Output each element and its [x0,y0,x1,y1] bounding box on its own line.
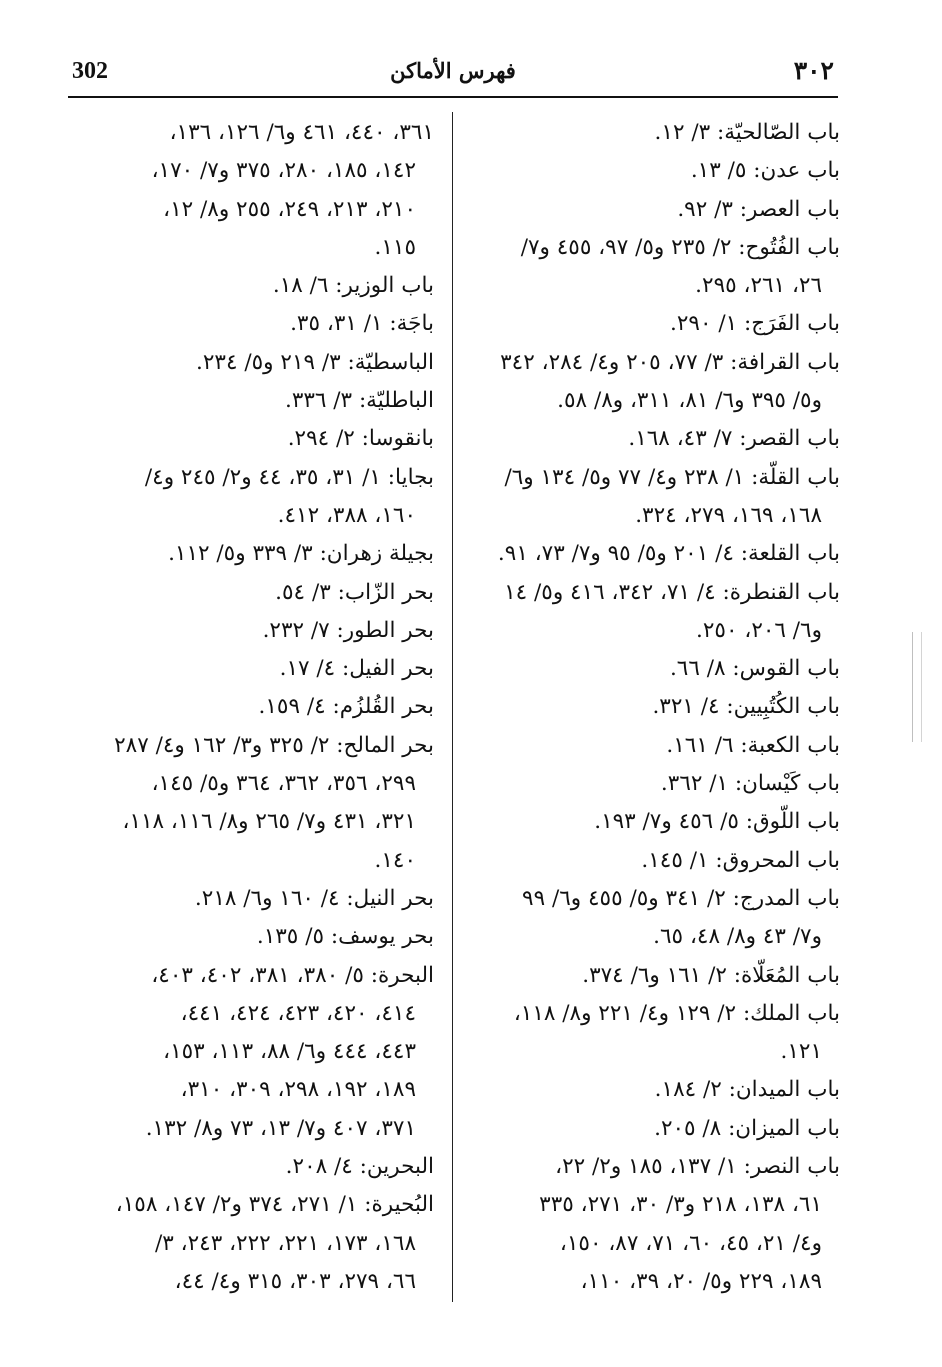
index-entry-line: باب المحروق: ١/ ١٤٥. [641,847,840,873]
index-entry-line: باب القرافة: ٣/ ٧٧، ٢٠٥ و٤/ ٢٨٤، ٣٤٢ [500,349,840,375]
index-entry-line: بحر الزّاب: ٣/ ٥٤. [275,579,434,605]
index-entry [474,114,840,152]
index-entry-line: باب الملك: ٢/ ١٢٩ و٤/ ٢٢١ و٨/ ١١٨، [513,1000,840,1026]
index-entry-line: ١٤٠. [374,847,416,873]
index-entry-line: باب الميدان: ٢/ ١٨٤. [654,1077,840,1103]
index-entry-line: باب القلعة: ٤/ ٢٠١ و٥/ ٩٥ و٧/ ٧٣، ٩١. [497,541,840,567]
index-entry [474,842,840,880]
index-entry-line: ٣٢١، ٤٣١ و٧/ ٢٦٥ و٨/ ١١٦، ١١٨، [122,809,416,835]
column-divider [452,112,453,1302]
index-entry-line: باب القلّة: ١/ ٢٣٨ و٤/ ٧٧ و٥/ ١٣٤ و٦/ [504,464,840,490]
index-entry-line: بانقوسا: ٢/ ٢٩٤. [287,426,434,452]
page-number-latin: 302 [72,58,108,84]
index-entry [72,305,434,343]
running-title: فهرس الأماكن [390,58,516,83]
index-entry-line: ١٤٢، ١٨٥، ٢٨٠، ٣٧٥ و٧/ ١٧٠، [151,158,416,184]
index-entry-line: باب القنطرة: ٤/ ٧١، ٣٤٢، ٤١٦ و٥/ ١٤ [504,579,840,605]
index-entry-line: باب الفُتُوح: ٢/ ٢٣٥ و٥/ ٩٧، ٤٥٥ و٧/ [520,234,840,260]
index-entry-line: بحر النيل: ٤/ ١٦٠ و٦/ ٢١٨. [194,885,434,911]
index-entry-line: ٣٧١، ٤٠٧ و٧/ ١٣، ٧٣ و٨/ ١٣٢. [145,1115,416,1141]
index-entry [72,382,434,420]
index-entry-line: باب الكُتُبِيين: ٤/ ٣٢١. [652,694,840,720]
index-entry [72,957,434,1148]
index-entry-line: باب الكعبة: ٦/ ١٦١. [666,732,840,758]
index-entry [474,995,840,1072]
index-entry-line: ١٨٩، ١٩٢، ٢٩٨، ٣٠٩، ٣١٠، [180,1077,416,1103]
index-entry [72,267,434,305]
index-entry [474,459,840,536]
index-entry-line: البحرين: ٤/ ٢٠٨. [285,1154,434,1180]
index-entry [474,880,840,957]
index-entry-line: البحرة: ٥/ ٣٨٠، ٣٨١، ٤٠٢، ٤٠٣، [151,962,434,988]
index-entry-line: ٦١، ١٣٨، ٢١٨ و٣/ ٣٠، ٢٧١، ٣٣٥ [539,1192,822,1218]
index-entry-line: ٣٦١، ٤٤٠، ٤٦١ و٦/ ١٢٦، ١٣٦، [169,120,434,145]
index-entry-line: باب كَيْسان: ١/ ٣٦٢. [660,771,840,797]
index-entry [474,650,840,688]
index-entry [72,535,434,573]
index-entry-line: بحر المالح: ٢/ ٣٢٥ و٣/ ١٦٢ و٤/ ٢٨٧ [114,732,434,758]
index-column-right [474,114,840,1301]
index-entry [72,574,434,612]
index-entry [72,650,434,688]
index-entry [72,688,434,726]
index-entry-line: بحر الطور: ٧/ ٢٣٢. [262,617,434,643]
index-entry-line: الباطليّة: ٣/ ٣٣٦. [284,388,434,414]
index-entry-line: ٢١٠، ٢١٣، ٢٤٩، ٢٥٥ و٨/ ١٢، [163,196,416,222]
index-entry-line: و٦/ ٢٠٦، ٢٥٠. [696,617,822,643]
index-entry-line: ١٦٨، ١٧٣، ٢٢١، ٢٢٢، ٢٤٣، ٣/ [155,1230,416,1256]
index-entry-line: ١٨٩، ٢٢٩ و٥/ ٢٠، ٣٩، ١١٠، [580,1268,822,1294]
index-entry [72,880,434,918]
index-entry [474,344,840,421]
index-entry-line: ١١٥. [374,234,416,260]
index-entry [474,765,840,803]
index-entry [474,305,840,343]
index-entry [72,459,434,536]
index-entry-line: بحر يوسف: ٥/ ١٣٥. [256,924,434,950]
index-entry [474,574,840,651]
index-entry-line: ١٦٨، ١٦٩، ٢٧٩، ٣٢٤. [635,502,822,528]
index-entry [72,612,434,650]
index-entry-line: باب الصّالحيّة: ٣/ ١٢. [654,120,840,145]
index-entry-line: باب القصر: ٧/ ٤٣، ١٦٨. [628,426,840,452]
index-entry [72,114,434,267]
index-entry-line: باب المُعَلّاة: ٢/ ١٦١ و٦/ ٣٧٤. [582,962,840,988]
index-entry-line: ٢٦، ٢٦١، ٢٩٥. [695,273,822,299]
index-entry [474,191,840,229]
index-entry-line: بحر الفيل: ٤/ ١٧. [279,656,434,682]
index-entry [474,229,840,306]
index-entry [72,344,434,382]
index-entry-line: باب الميزان: ٨/ ٢٠٥. [654,1115,840,1141]
index-entry [474,688,840,726]
index-entry-line: باب عدن: ٥/ ١٣. [690,158,840,184]
index-entry [474,957,840,995]
index-entry [72,420,434,458]
index-entry [474,1148,840,1301]
page-number-arabic: ٣٠٢ [793,56,834,85]
index-entry-line: باجَة: ١/ ٣١، ٣٥. [290,311,434,337]
index-entry [474,727,840,765]
index-entry-line: ٢٩٩، ٣٥٦، ٣٦٢، ٣٦٤ و٥/ ١٤٥، [151,771,416,797]
index-entry [474,1071,840,1109]
index-entry-line: الباسطيّة: ٣/ ٢١٩ و٥/ ٢٣٤. [196,349,434,375]
index-entry [474,420,840,458]
index-entry-line: باب الوزير: ٦/ ١٨. [272,273,434,299]
index-entry-line: بحر القُلزُم: ٤/ ١٥٩. [258,694,434,720]
index-column-left [72,114,434,1301]
index-entry [474,803,840,841]
page-header [68,52,838,98]
index-entry-line: ٤٤٣، ٤٤٤ و٦/ ٨٨، ١١٣، ١٥٣، [163,1039,416,1065]
scan-margin-mark [912,632,922,742]
index-entry-line: باب القوس: ٨/ ٦٦. [669,656,840,682]
index-entry-line: البُحيرة: ١/ ٢٧١، ٣٧٤ و٢/ ١٤٧، ١٥٨، [115,1192,434,1218]
index-entry-line: بجايا: ١/ ٣١، ٣٥، ٤٤ و٢/ ٢٤٥ و٤/ [144,464,434,490]
index-entry-line: باب الفَرَج: ١/ ٢٩٠. [670,311,840,337]
index-entry [72,727,434,880]
index-entry-line: و٤/ ٢١، ٤٥، ٦٠، ٧١، ٨٧، ١٥٠، [559,1230,822,1256]
index-entry-line: ٤١٤، ٤٢٠، ٤٢٣، ٤٢٤، ٤٤١، [180,1000,416,1026]
index-entry [72,1148,434,1186]
index-entry-line: باب المدرج: ٢/ ٣٤١ و٥/ ٤٥٥ و٦/ ٩٩ [522,885,840,911]
index-entry-line: باب اللّوق: ٥/ ٤٥٦ و٧/ ١٩٣. [594,809,840,835]
index-entry-line: ١٢١. [780,1039,822,1065]
index-entry [72,1186,434,1301]
index-entry [474,152,840,190]
index-entry [72,918,434,956]
index-entry-line: باب النصر: ١/ ١٣٧، ١٨٥ و٢/ ٢٢، [555,1154,840,1180]
index-entry [474,1110,840,1148]
index-entry-line: و٧/ ٤٣ و٨/ ٤٨، ٦٥. [653,924,822,950]
index-entry [474,535,840,573]
index-entry-line: ١٦٠، ٣٨٨، ٤١٢. [277,502,416,528]
index-entry-line: و٥/ ٣٩٥ و٦/ ٨١، ٣١١، و٨/ ٥٨. [557,388,822,414]
index-entry-line: بجيلة زهران: ٣/ ٣٣٩ و٥/ ١١٢. [168,541,434,567]
index-entry-line: ٦٦، ٢٧٩، ٣٠٣، ٣١٥ و٤/ ٤٤، [174,1268,416,1294]
index-entry-line: باب العصر: ٣/ ٩٢. [677,196,840,222]
